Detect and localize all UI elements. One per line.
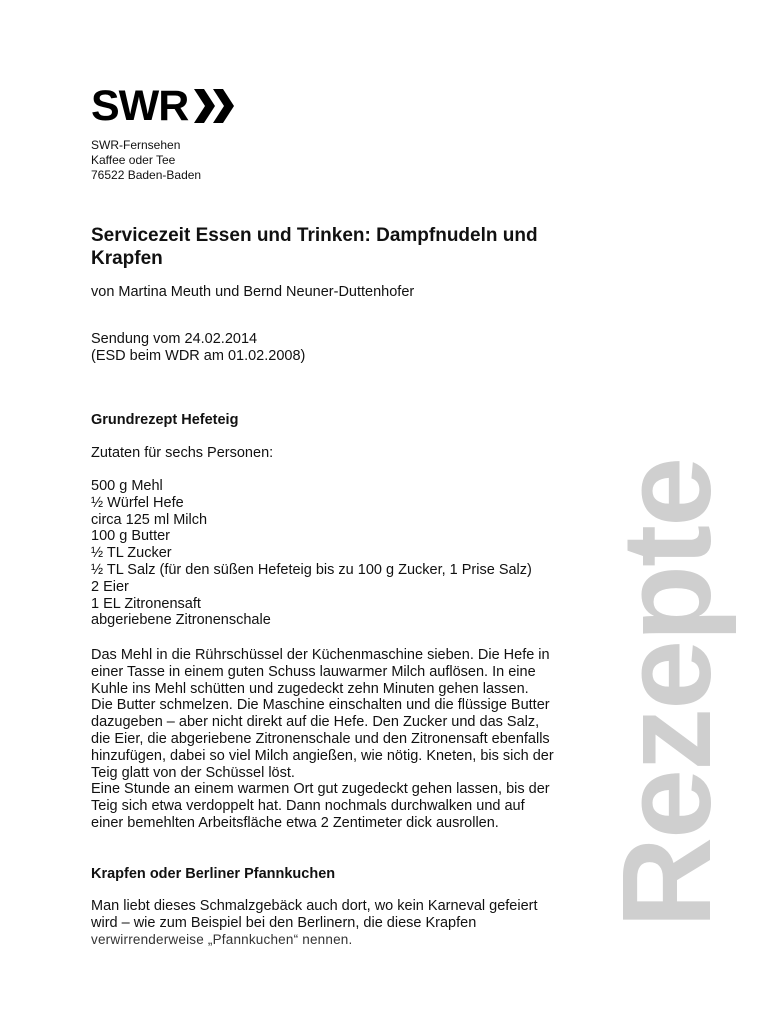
ingredient-item: ½ TL Zucker bbox=[91, 545, 172, 562]
text-line: Das Mehl in die Rührschüssel der Küchenmaschine sieben. Die Hefe in bbox=[91, 647, 550, 663]
text-line: verwirrenderweise „Pfannkuchen“ nennen. bbox=[91, 931, 353, 947]
address-line: SWR-Fernsehen bbox=[91, 138, 181, 152]
text-line: Teig sich etwa verdoppelt hat. Dann nochmals durchwalken und auf bbox=[91, 798, 525, 815]
swr-logo-text: SWR bbox=[91, 82, 189, 130]
ingredients-intro: Zutaten für sechs Personen: bbox=[91, 445, 274, 461]
instructions-paragraph bbox=[91, 647, 591, 832]
text-line: Man liebt dieses Schmalzgebäck auch dort, wo kein Karneval gefeiert bbox=[91, 898, 538, 914]
ingredient-item: 1 EL Zitronensaft bbox=[91, 595, 201, 612]
ingredient-list bbox=[91, 478, 591, 629]
swr-logo bbox=[91, 82, 236, 130]
text-line: die Eier, die abgeriebene Zitronenschale und den Zitronensaft ebenfalls bbox=[91, 730, 550, 747]
text-line: Kuhle ins Mehl schütten und zugedeckt zehn Minuten gehen lassen. bbox=[91, 680, 529, 697]
text-line: Teig glatt von der Schüssel löst. bbox=[91, 764, 295, 781]
sender-address bbox=[91, 138, 201, 183]
broadcast-date: Sendung vom 24.02.2014 bbox=[91, 331, 258, 347]
krapfen-paragraph bbox=[91, 898, 591, 948]
address-line: Kaffee oder Tee bbox=[91, 153, 176, 167]
ingredient-item: 100 g Butter bbox=[91, 528, 170, 545]
broadcast-esd: (ESD beim WDR am 01.02.2008) bbox=[91, 347, 306, 364]
double-chevron-icon bbox=[194, 89, 236, 123]
ingredient-item: ½ Würfel Hefe bbox=[91, 494, 184, 511]
authors: von Martina Meuth und Bernd Neuner-Duttenhofer bbox=[91, 284, 415, 300]
section-heading-hefeteig: Grundrezept Hefeteig bbox=[91, 412, 239, 428]
text-line: Die Butter schmelzen. Die Maschine einschalten und die flüssige Butter bbox=[91, 697, 550, 714]
broadcast-info bbox=[91, 331, 591, 365]
text-line: dazugeben – aber nicht direkt auf die Hefe. Den Zucker und das Salz, bbox=[91, 714, 540, 731]
address-line: 76522 Baden-Baden bbox=[91, 168, 202, 182]
text-line: einer Tasse in einem guten Schuss lauwarmer Milch auflösen. In eine bbox=[91, 663, 536, 680]
ingredient-item: 500 g Mehl bbox=[91, 478, 163, 494]
text-line: hinzufügen, dabei so viel Milch angießen, wie nötig. Kneten, bis sich der bbox=[91, 747, 554, 764]
section-heading-krapfen: Krapfen oder Berliner Pfannkuchen bbox=[91, 866, 336, 882]
text-line: Eine Stunde an einem warmen Ort gut zugedeckt gehen lassen, bis der bbox=[91, 781, 550, 798]
rezepte-watermark: Rezepte bbox=[596, 458, 737, 928]
document-title: Servicezeit Essen und Trinken: Dampfnudeln und Krapfen bbox=[91, 225, 538, 269]
ingredient-item: abgeriebene Zitronenschale bbox=[91, 612, 271, 629]
ingredient-item: ½ TL Salz (für den süßen Hefeteig bis zu 100 g Zucker, 1 Prise Salz) bbox=[91, 561, 532, 578]
ingredient-item: circa 125 ml Milch bbox=[91, 511, 208, 528]
ingredient-item: 2 Eier bbox=[91, 578, 129, 595]
text-line: wird – wie zum Beispiel bei den Berlinern, die diese Krapfen bbox=[91, 914, 477, 931]
text-line: einer bemehlten Arbeitsfläche etwa 2 Zentimeter dick ausrollen. bbox=[91, 814, 499, 831]
